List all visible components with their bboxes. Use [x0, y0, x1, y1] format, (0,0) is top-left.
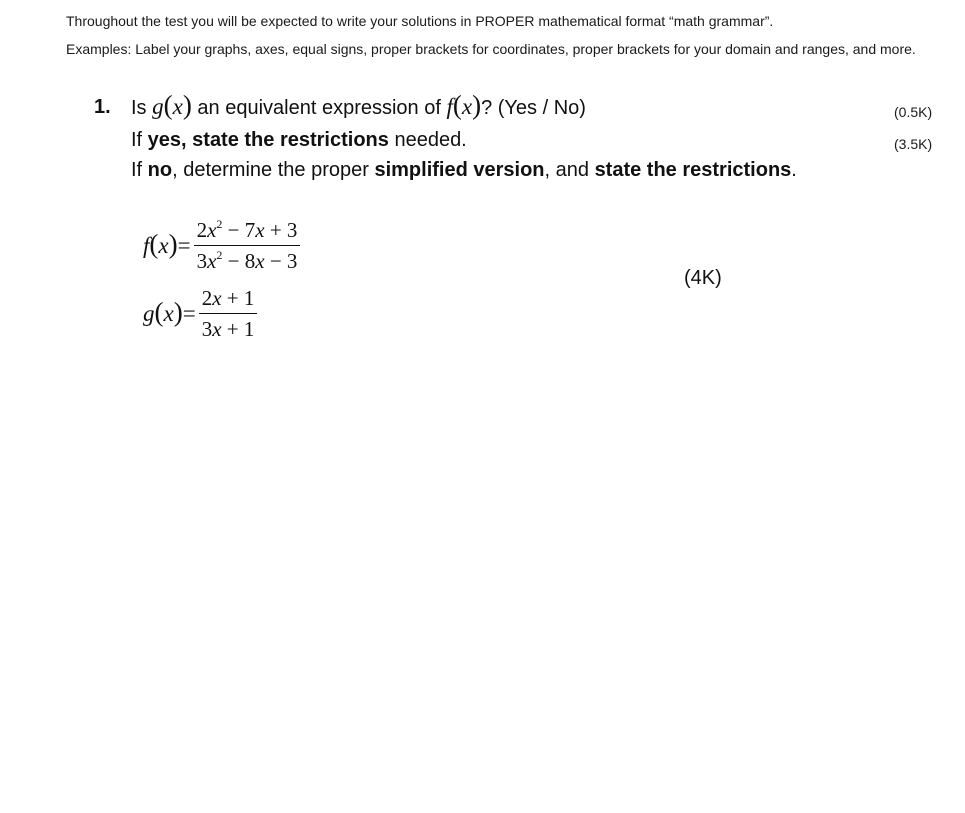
question-number: 1.	[94, 96, 111, 118]
equation-g-fraction	[199, 286, 258, 342]
marks-part-a: (0.5K)	[894, 104, 933, 120]
question-prefix: Is	[131, 97, 153, 119]
instructions-line-1: Throughout the test you will be expected to write your solutions in PROPER mathematical format “math grammar”.	[66, 13, 774, 29]
marks-total: (4K)	[684, 267, 722, 289]
equation-g-lhs: g(x)=	[143, 297, 196, 327]
marks-part-b: (3.5K)	[894, 136, 933, 152]
equation-f-lhs: f(x)=	[143, 229, 191, 259]
question-line-1	[131, 90, 586, 120]
instructions-line-2: Examples: Label your graphs, axes, equal signs, proper brackets for coordinates, proper brackets for your domain and ranges, and more.	[66, 41, 916, 57]
equation-g-denominator: 3x + 1	[201, 317, 255, 341]
g-of-x-inline: g(x)	[152, 90, 192, 120]
question-suffix: ? (Yes / No)	[481, 97, 586, 119]
equation-g-numerator: 2x + 1	[199, 286, 258, 314]
equation-f-denominator: $3x^2 - 8x - 3$	[196, 248, 298, 273]
equation-g	[143, 286, 257, 342]
equation-f-fraction	[194, 218, 301, 274]
question-middle: an equivalent expression of	[191, 97, 447, 119]
f-of-x-inline: f(x)	[446, 90, 482, 120]
equation-f-numerator: $2x^2 - 7x + 3$	[194, 218, 301, 246]
question-line-3: If no, determine the proper simplified version, and state the restrictions.	[131, 159, 797, 181]
question-line-2: If yes, state the restrictions needed.	[131, 129, 467, 151]
equation-f	[143, 218, 300, 274]
